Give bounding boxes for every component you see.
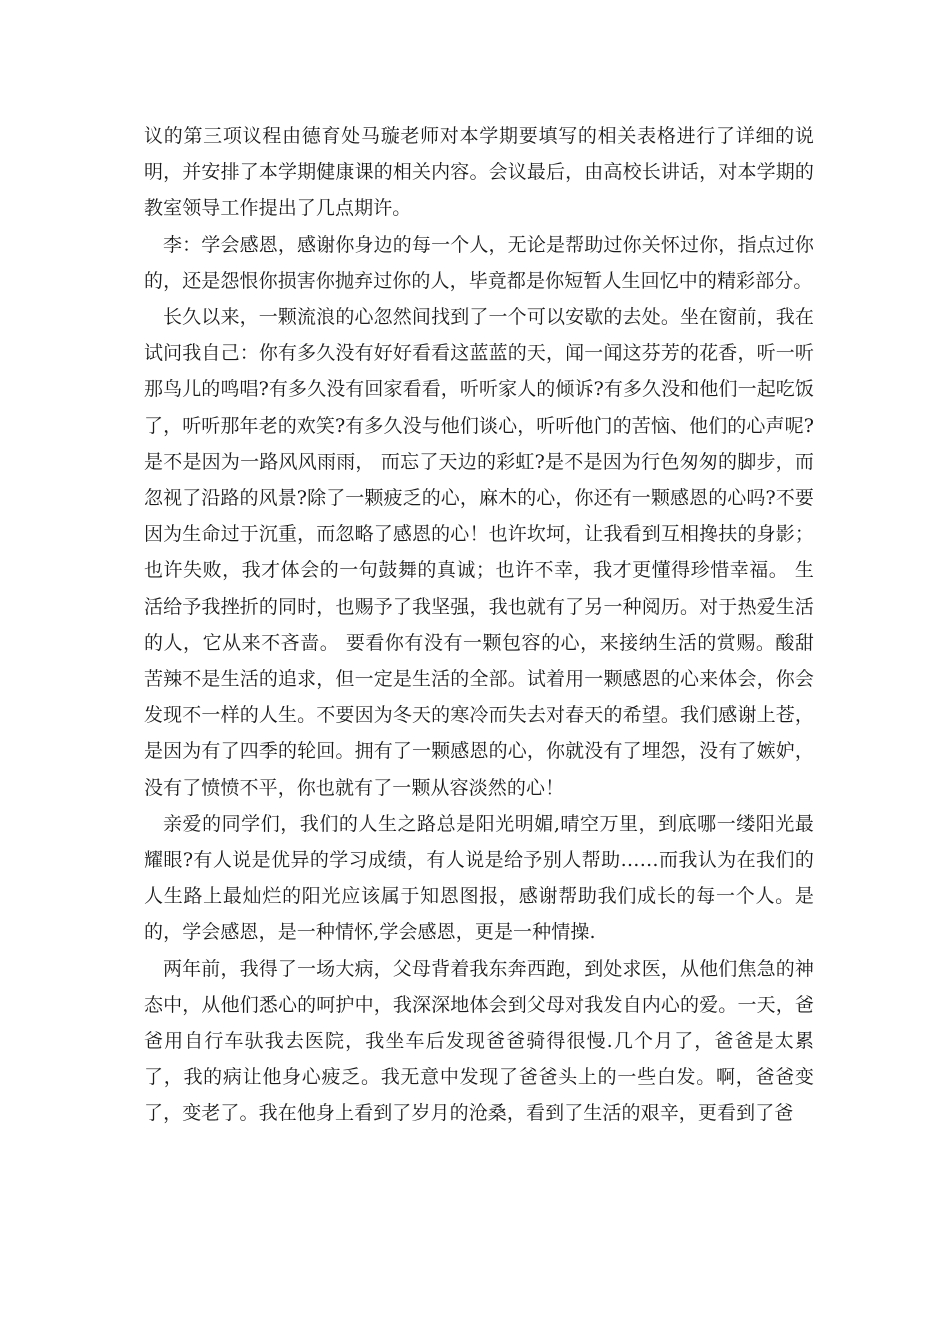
paragraph-meeting-agenda: 议的第三项议程由德育处马璇老师对本学期要填写的相关表格进行了详细的说明，并安排了本学期健康课的相关内容。会议最后，由高校长讲话，对本学期的教室领导工作提出了几点期许。: [144, 125, 814, 220]
document-page: [144, 118, 814, 1132]
paragraph-dear-students: 亲爱的同学们，我们的人生之路总是阳光明媚,晴空万里，到底哪一缕阳光最耀眼?有人说是优异的学习成绩，有人说是给予别人帮助……而我认为在我们的人生路上最灿烂的阳光应该属于知恩图报，感谢帮助我们成长的每一个人。是的，学会感恩，是一种情怀,学会感恩，更是一种情操.: [144, 812, 814, 944]
paragraph-wandering-heart: 长久以来，一颗流浪的心忽然间找到了一个可以安歇的去处。坐在窗前，我在试问我自己：你有多久没有好好看看这蓝蓝的天，闻一闻这芬芳的花香，听一听那鸟儿的鸣唱?有多久没有回家看看，听听家人的倾诉?有多久没和他们一起吃饭了，听听那年老的欢笑?有多久没与他们谈心，听听他门的苦恼、他们的心声呢?是不是因为一路风风雨雨， 而忘了天边的彩虹?是不是因为行色匆匆的脚步，而忽视了沿路的风景?除了一颗疲乏的心，麻木的心，你还有一颗感恩的心吗?不要因为生命过于沉重，而忽略了感恩的心！也许坎坷，让我看到互相搀扶的身影；也许失败，我才体会的一句鼓舞的真诚；也许不幸，我才更懂得珍惜幸福。 生活给予我挫折的同时，也赐予了我坚强，我也就有了另一种阅历。对于热爱生活的人，它从来不吝啬。 要看你有没有一颗包容的心，来接纳生活的赏赐。酸甜苦辣不是生活的追求，但一定是生活的全部。试着用一颗感恩的心来体会，你会发现不一样的人生。不要因为冬天的寒冷而失去对春天的希望。我们感谢上苍，是因为有了四季的轮回。拥有了一颗感恩的心，你就没有了埋怨，没有了嫉妒，没有了愤愤不平，你也就有了一颗从容淡然的心！: [144, 306, 814, 799]
paragraph-two-years-ago: 两年前，我得了一场大病，父母背着我东奔西跑，到处求医，从他们焦急的神态中，从他们悉心的呵护中，我深深地体会到父母对我发自内心的爱。一天，爸爸用自行车驮我去医院，我坐车后发现爸爸骑得很慢.几个月了，爸爸是太累了，我的病让他身心疲乏。我无意中发现了爸爸头上的一些白发。啊，爸爸变了，变老了。我在他身上看到了岁月的沧桑，看到了生活的艰辛，更看到了爸: [144, 957, 814, 1125]
paragraph-li-gratitude: 李：学会感恩，感谢你身边的每一个人，无论是帮助过你关怀过你，指点过你的，还是怨恨你损害你抛弃过你的人，毕竟都是你短暂人生回忆中的精彩部分。: [144, 233, 814, 292]
